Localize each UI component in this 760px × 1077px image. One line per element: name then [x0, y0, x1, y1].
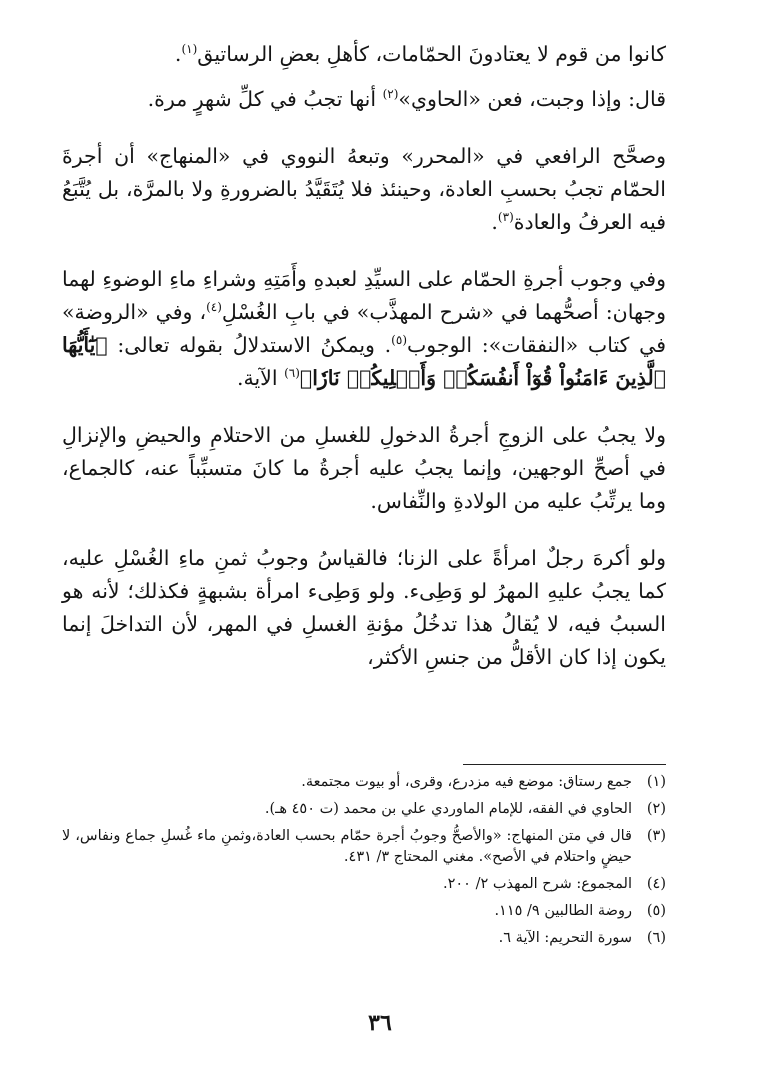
- footnote-divider: [463, 764, 666, 765]
- footnote-number: (٥): [646, 903, 666, 919]
- footnote-ref-2[interactable]: (٢): [382, 87, 399, 102]
- paragraph-4: [62, 263, 666, 395]
- footnote-1: [62, 772, 666, 793]
- footnote-text: قال في متن المنهاج: «والأصحُّ وجوبُ أجرة حمّام بحسب العادة،وثمنِ ماء غُسلِ جماع ونفاس، لا حيضٍ واحتلام في الأصح». مغني المحتاج ٣/ ٤٣١.: [62, 828, 632, 865]
- footnote-number: (٤): [646, 876, 666, 892]
- paragraph-1: [62, 38, 666, 71]
- paragraph-text: .: [174, 42, 182, 66]
- paragraph-text: ، وفي «الروضة» في كتاب «النفقات»: الوجوب: [62, 300, 666, 357]
- footnote-ref-3[interactable]: (٣): [497, 210, 514, 225]
- paragraph-2: [62, 83, 666, 116]
- main-text: [62, 38, 666, 698]
- footnote-5: [62, 901, 666, 922]
- footnote-text: جمع رستاق: موضع فيه مزدرع، وقرى، أو بيوت مجتمعة.: [301, 774, 632, 790]
- footnote-text: سورة التحريم: الآية ٦.: [498, 930, 632, 946]
- quran-verse: ﴿يَٰٓأَيُّهَا ٱلَّذِينَ ءَامَنُواْ قُوٓاْ أَنفُسَكُمۡ وَأَهۡلِيكُمۡ نَارٗا﴾: [62, 333, 666, 390]
- paragraph-6: ولو أكرهَ رجلٌ امرأةً على الزنا؛ فالقياسُ وجوبُ ثمنِ ماءِ الغُسْلِ عليه، كما يجبُ عليهِ المهرُ لو وَطِىء. ولو وَطِىء امرأة بشبهةٍ فكذلك؛ لأنه هو السببُ فيه، لا يُقالُ هذا تدخُلُ مؤنةِ الغسلِ في المهر، لأن التداخلَ إنما يكون إذا كان الأقلُّ من جنسِ الأكثر،: [62, 546, 666, 669]
- paragraph-5: ولا يجبُ على الزوجِ أجرةُ الدخولِ للغسلِ من الاحتلامِ والحيضِ والإنزالِ في أصحِّ الوجهين، وإنما يجبُ عليه أجرةُ ما كانَ متسبِّباً عنه، كالجماع، وما يرتِّبُ عليه من الولادةِ والنِّفاس.: [62, 423, 666, 513]
- paragraph-text: وصحَّح الرافعي في «المحرر» وتبعهُ النووي في «المنهاج» أن أجرةَ الحمّام تجبُ بحسبِ العادة، وحينئذ فلا يُتَقَيَّدُ بالضرورةِ ولا بالمرَّة، بل يُتَّبَعُ فيه العرفُ والعادة: [62, 144, 666, 234]
- paragraph-text: أنها تجبُ في كلِّ شهرٍ مرة.: [147, 87, 383, 111]
- footnotes: [62, 772, 666, 955]
- footnote-number: (٦): [646, 930, 666, 946]
- footnote-text: روضة الطالبين ٩/ ١١٥.: [494, 903, 632, 919]
- paragraph-text: . ويمكنُ الاستدلالُ بقوله تعالى:: [107, 333, 392, 357]
- footnote-2: [62, 799, 666, 820]
- footnote-ref-4[interactable]: (٤): [206, 300, 222, 315]
- footnote-number: (٢): [646, 801, 666, 817]
- footnote-text: المجموع: شرح المهذب ٢/ ٢٠٠.: [443, 876, 632, 892]
- paragraph-text: وفي وجوب أجرةِ الحمّام على السيِّدِ لعبدهِ وأَمَتِهِ وشراءِ ماءِ الوضوءِ لهما وجهان: أصحُّهما في «شرح المهذَّب» في بابِ الغُسْلِ: [62, 267, 666, 324]
- footnote-4: [62, 874, 666, 895]
- footnote-ref-1[interactable]: (١): [181, 42, 198, 57]
- paragraph-3: [62, 140, 666, 239]
- footnote-3: [62, 826, 666, 868]
- paragraph-text: قال: وإذا وجبت، فعن «الحاوي»: [398, 87, 666, 111]
- footnote-number: (٣): [646, 828, 666, 844]
- paragraph-text: الآية.: [236, 366, 285, 390]
- footnote-ref-6[interactable]: (٦): [284, 366, 300, 381]
- page-number: ٣٦: [368, 1010, 392, 1036]
- paragraph-text: كانوا من قوم لا يعتادونَ الحمّامات، كأهلِ بعضِ الرساتيق: [197, 42, 666, 66]
- footnote-6: [62, 928, 666, 949]
- footnote-number: (١): [646, 774, 666, 790]
- footnote-text: الحاوي في الفقه، للإمام الماوردي علي بن محمد (ت ٤٥٠ هـ).: [264, 801, 632, 817]
- footnote-ref-5[interactable]: (٥): [391, 333, 407, 348]
- paragraph-text: .: [491, 210, 498, 234]
